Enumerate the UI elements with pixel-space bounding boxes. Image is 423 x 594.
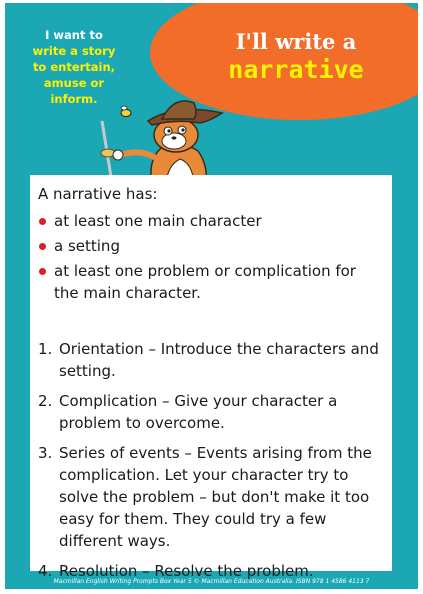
step-item: [38, 390, 388, 434]
list-item-text: at least one problem or complication for the main character.: [54, 262, 356, 302]
page-title: [185, 29, 407, 85]
intro-line: write a story: [32, 44, 116, 58]
feature-list: [38, 210, 383, 307]
title-line-2: narrative: [228, 55, 364, 84]
poster: [5, 3, 418, 589]
list-item-text: a setting: [54, 237, 120, 255]
list-item: [38, 210, 383, 232]
step-item: [38, 338, 388, 382]
intro-line: I want to: [45, 28, 103, 42]
card-lead: A narrative has:: [38, 185, 158, 203]
mascot-cat-icon: [90, 91, 255, 183]
title-line-1: I'll write a: [235, 29, 357, 54]
bullet-dot-icon: [39, 218, 46, 225]
footer-credit: Macmillan English Writing Prompts Box Year 5 © Macmillan Education Australia. ISBN 978 1 4586 4113 7: [53, 578, 370, 585]
step-number: 3.: [38, 444, 53, 462]
step-text: Resolution – Resolve the problem.: [59, 562, 314, 580]
step-item: [38, 442, 388, 552]
list-item-text: at least one main character: [54, 212, 262, 230]
step-text: Series of events – Events arising from the complication. Let your character try to solve the problem – but don't make it too easy for them. They could try a few different ways.: [59, 444, 372, 550]
list-item: [38, 235, 383, 257]
steps-list: [38, 338, 388, 589]
step-number: 2.: [38, 392, 53, 410]
step-text: Complication – Give your character a problem to overcome.: [59, 392, 338, 432]
bullet-dot-icon: [39, 243, 46, 250]
bullet-dot-icon: [39, 268, 46, 275]
step-number: 4.: [38, 562, 53, 580]
intro-line: amuse or: [43, 76, 105, 90]
content-card: [30, 175, 392, 580]
intro-line: to entertain,: [32, 60, 116, 74]
list-item: [38, 260, 383, 304]
intro-line: inform.: [50, 92, 98, 106]
step-number: 1.: [38, 340, 53, 358]
step-text: Orientation – Introduce the characters and setting.: [59, 340, 379, 380]
